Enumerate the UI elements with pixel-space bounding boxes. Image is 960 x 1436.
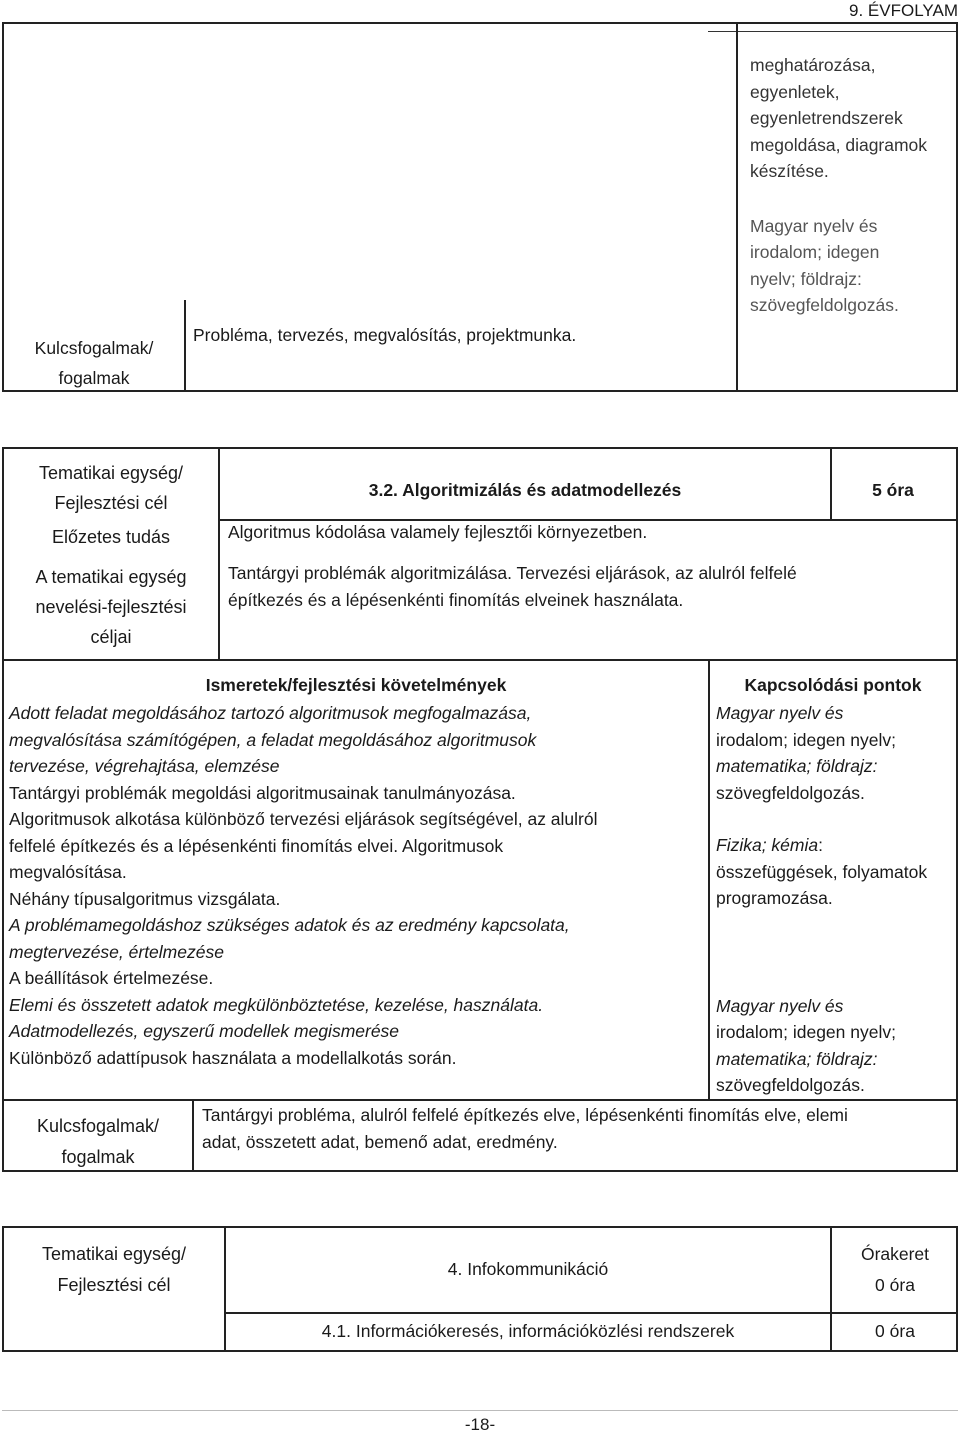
kulcs-label-line: Kulcsfogalmak/	[36, 1116, 160, 1136]
connection-colon: :	[818, 835, 823, 855]
celok-text-line: Tantárgyi problémák algoritmizálása. Tervezési eljárások, az alulról felfelé	[228, 563, 797, 583]
page-number: -18-	[464, 1415, 496, 1434]
table2-kulcs-text	[202, 1102, 956, 1155]
table2-column-divider	[708, 659, 710, 1099]
connection-line: matematika; földrajz:	[716, 1048, 878, 1069]
kulcs-text-line: adat, összetett adat, bemenő adat, eredmény.	[202, 1131, 558, 1152]
tema-label-line: Tematikai egység/	[38, 463, 184, 483]
connections-line: nyelv; földrajz:	[750, 268, 862, 289]
requirement-line: A problémamegoldáshoz szükséges adatok és az eredmény kapcsolata,	[9, 915, 570, 935]
table2-col-head-left	[4, 672, 708, 699]
connection-line: programozása.	[716, 888, 833, 908]
hours-label: Órakeret	[860, 1244, 930, 1264]
requirement-line: Algoritmusok alkotása különböző tervezési eljárások segítségével, az alulról	[9, 809, 598, 829]
table2-elozetes-text	[228, 519, 948, 546]
table3-row-rule	[224, 1312, 958, 1314]
kulcs-label-line: fogalmak	[61, 1147, 135, 1167]
connections-line: egyenletek,	[750, 81, 840, 102]
connection-line: irodalom; idegen nyelv;	[716, 729, 896, 750]
requirement-line: Tantárgyi problémák megoldási algoritmusainak tanulmányozása.	[9, 782, 516, 803]
hours-value: 0 óra	[875, 1275, 915, 1295]
table1-kulcs-text	[193, 322, 733, 349]
connection-line: irodalom; idegen nyelv;	[716, 1022, 896, 1042]
table3-tema-label	[4, 1239, 224, 1301]
table1-kulcs-label	[4, 333, 184, 393]
connections-line: szövegfeldolgozás.	[750, 295, 899, 315]
table2-section-rule	[2, 659, 958, 661]
requirement-line: Elemi és összetett adatok megkülönböztetése, kezelése, használata.	[9, 994, 544, 1015]
requirement-line: Néhány típusalgoritmus vizsgálata.	[9, 888, 281, 909]
celok-text-line: építkezés és a lépésenkénti finomítás elveinek használata.	[228, 589, 684, 610]
table1-divider-right	[736, 22, 738, 392]
connections-line: egyenletrendszerek	[750, 108, 903, 128]
connection-line: szövegfeldolgozás.	[716, 782, 865, 803]
kulcs-label-line: fogalmak	[58, 368, 130, 388]
requirement-line: Adatmodellezés, egyszerű modellek megismerése	[9, 1021, 400, 1041]
elozetes-text: Algoritmus kódolása valamely fejlesztői környezetben.	[228, 522, 648, 542]
connection-line: összefüggések, folyamatok	[716, 861, 928, 882]
table2-col-head-right	[710, 672, 956, 699]
requirement-line: tervezése, végrehajtása, elemzése	[9, 756, 280, 776]
kulcs-label-line: Kulcsfogalmak/	[34, 338, 154, 358]
table2-label-divider-top	[218, 447, 220, 659]
celok-label-line: nevelési-fejlesztési	[35, 597, 187, 617]
unit-title: 3.2. Algoritmizálás és adatmodellezés	[368, 480, 682, 500]
requirement-line: felfelé építkezés és a lépésenkénti finomítás elvei. Algoritmusok	[9, 835, 504, 856]
requirement-line: Különböző adattípusok használata a modellalkotás során.	[9, 1047, 457, 1068]
table2-kulcs-label	[4, 1111, 192, 1173]
col-head-left: Ismeretek/fejlesztési követelmények	[205, 675, 507, 695]
table2-kulcs-divider	[192, 1099, 194, 1172]
table2-requirements	[9, 700, 704, 1071]
col-head-right: Kapcsolódási pontok	[744, 675, 922, 695]
connection-subject: Fizika; kémia	[716, 835, 819, 855]
table2-left-labels	[4, 458, 218, 652]
celok-label-line: A tematikai egység	[35, 567, 187, 587]
table3-hours	[832, 1239, 958, 1301]
sub-unit-hours: 0 óra	[875, 1321, 915, 1341]
grade-label: 9. ÉVFOLYAM	[849, 1, 958, 20]
page-footer	[2, 1410, 958, 1435]
unit-hours: 5 óra	[872, 480, 914, 500]
connections-line: irodalom; idegen	[750, 242, 880, 262]
tema-label-line: Tematikai egység/	[41, 1244, 187, 1264]
celok-label-line: céljai	[90, 627, 132, 647]
sub-unit-title: 4.1. Információkeresés, információközlési rendszerek	[321, 1321, 735, 1341]
connection-line: matematika; földrajz:	[716, 756, 878, 776]
connection-line: szövegfeldolgozás.	[716, 1075, 865, 1095]
table1-connections	[750, 52, 956, 319]
table2-celok-text	[228, 560, 954, 613]
requirement-line: megtervezése, értelmezése	[9, 941, 224, 962]
table2-kulcs-rule	[2, 1099, 958, 1101]
tema-label-line: Fejlesztési cél	[57, 1275, 171, 1295]
table2-hours-divider	[830, 447, 832, 519]
table2-title	[230, 477, 820, 504]
unit-title: 4. Infokommunikáció	[447, 1259, 609, 1279]
table3-sub-hours	[832, 1318, 958, 1345]
kulcs-text-line: Tantárgyi probléma, alulról felfelé építkezés elve, lépésenkénti finomítás elve, elemi	[202, 1105, 848, 1125]
requirement-line: megvalósítása.	[9, 862, 127, 882]
connection-line: Magyar nyelv és	[716, 995, 844, 1016]
connections-line: Magyar nyelv és	[750, 215, 878, 236]
connections-line: meghatározása,	[750, 55, 876, 75]
connections-line: megoldása, diagramok	[750, 134, 928, 155]
tema-label-line: Fejlesztési cél	[54, 493, 168, 513]
requirement-line: A beállítások értelmezése.	[9, 968, 214, 988]
table3-sub-title	[226, 1318, 830, 1345]
table3-title	[226, 1256, 830, 1283]
kulcs-text: Probléma, tervezés, megvalósítás, projektmunka.	[193, 325, 577, 345]
connections-line: készítése.	[750, 161, 829, 181]
requirement-line: megvalósítása számítógépen, a feladat megoldásához algoritmusok	[9, 729, 537, 750]
table1-divider-left	[184, 300, 186, 392]
requirement-line: Adott feladat megoldásához tartozó algoritmusok megfogalmazása,	[9, 703, 532, 723]
connection-line: Magyar nyelv és	[716, 703, 844, 723]
connection-line	[716, 832, 956, 859]
elozetes-label: Előzetes tudás	[51, 527, 171, 547]
table2-connections	[716, 700, 956, 1099]
table2-hours	[834, 477, 952, 504]
